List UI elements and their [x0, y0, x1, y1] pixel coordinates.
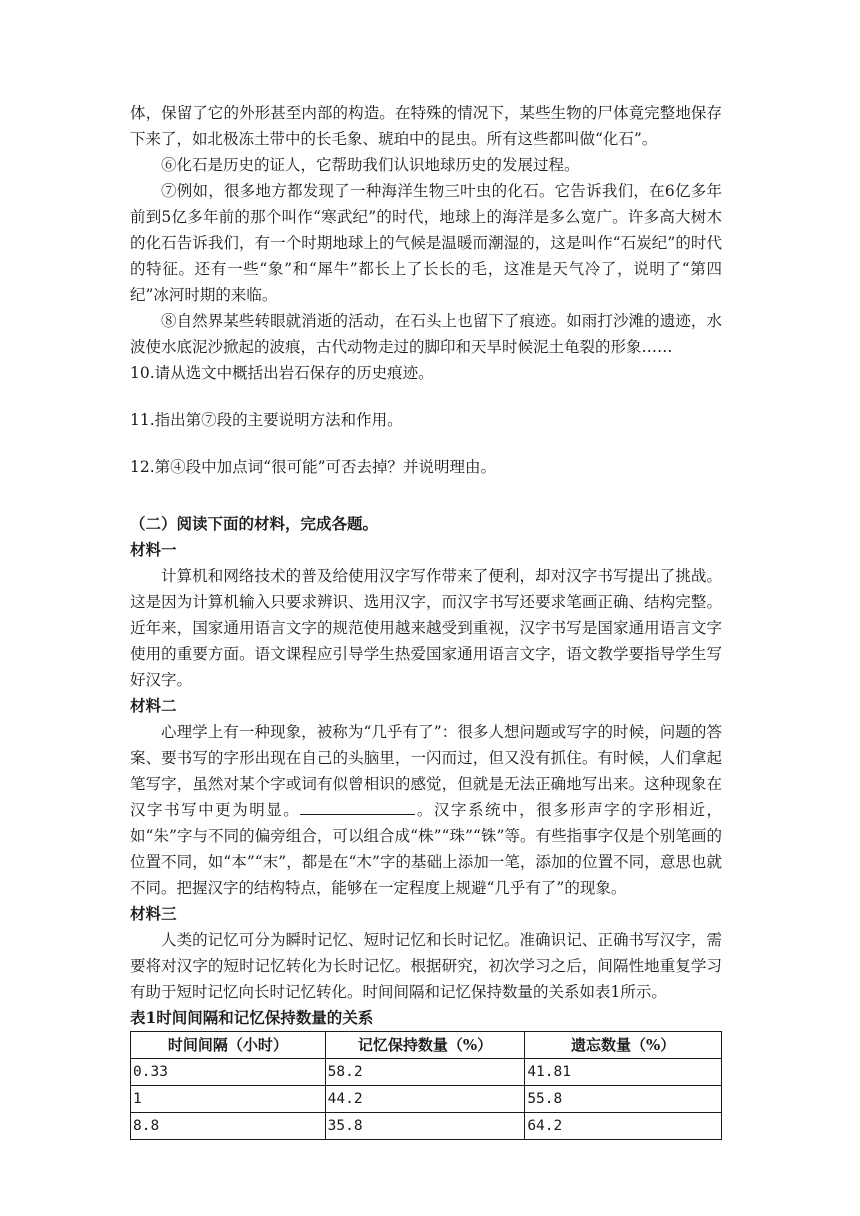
- material-2-text: [130, 719, 722, 901]
- table-header-cell: 遗忘数量（%）: [525, 1032, 722, 1059]
- table-cell: 1: [131, 1086, 326, 1113]
- table-header-cell: 时间间隔（小时）: [131, 1032, 326, 1059]
- fill-in-blank[interactable]: [300, 798, 415, 815]
- question-12: 12.第④段中加点词“很可能”可否去掉？并说明理由。: [130, 458, 496, 476]
- passage-paragraph-8: ⑧自然界某些转眼就消逝的活动，在石头上也留下了痕迹。如雨打沙滩的遗迹，水波使水底泥沙掀起的波痕，古代动物走过的脚印和天旱时候泥土龟裂的形象……: [130, 312, 722, 356]
- passage-paragraph-continued: 体，保留了它的外形甚至内部的构造。在特殊的情况下，某些生物的尸体竟完整地保存下来了，如北极冻土带中的长毛象、琥珀中的昆虫。所有这些都叫做“化石”。: [130, 104, 722, 148]
- passage-paragraph-6: ⑥化石是历史的证人，它帮助我们认识地球历史的发展过程。: [161, 156, 580, 174]
- table-row: [131, 1059, 722, 1086]
- table-cell: 64.2: [525, 1113, 722, 1140]
- material-2-text-part-a: 心理学上有一种现象，被称为“几乎有了”：很多人想问题或写字的时候，问题的答案、要书写的字形出现在自己的头脑里，一闪而过，但又没有抓住。有时候，人们拿起笔写字，虽然对某个字或词有似曾相识的感觉，但就是无法正确地写出来。这种现象在汉字书写中更为明显。: [130, 723, 722, 819]
- answer-space: [130, 433, 722, 454]
- table-header-row: [131, 1032, 722, 1059]
- table-row: [131, 1113, 722, 1140]
- material-3-title: 材料三: [130, 904, 177, 923]
- table-cell: 55.8: [525, 1086, 722, 1113]
- document-page: [130, 100, 722, 1140]
- answer-space: [130, 480, 722, 501]
- table-cell: 35.8: [325, 1113, 525, 1140]
- table-cell: 58.2: [325, 1059, 525, 1086]
- section-heading: （二）阅读下面的材料，完成各题。: [130, 514, 379, 533]
- table-row: [131, 1086, 722, 1113]
- memory-retention-table: [130, 1031, 722, 1140]
- table-cell: 0.33: [131, 1059, 326, 1086]
- material-1-text: 计算机和网络技术的普及给使用汉字写作带来了便利，却对汉字书写提出了挑战。这是因为计算机输入只要求辨识、选用汉字，而汉字书写还要求笔画正确、结构完整。近年来，国家通用语言文字的规范使用越来越受到重视，汉字书写是国家通用语言文字使用的重要方面。语文课程应引导学生热爱国家通用语言文字，语文教学要指导学生写好汉字。: [130, 567, 722, 689]
- table-header-cell: 记忆保持数量（%）: [325, 1032, 525, 1059]
- table-cell: 8.8: [131, 1113, 326, 1140]
- table-cell: 41.81: [525, 1059, 722, 1086]
- material-1-title: 材料一: [130, 540, 177, 559]
- material-2-text-part-b: 。汉字系统中，很多形声字的字形相近，如“朱”字与不同的偏旁组合，可以组合成“株”“珠”“铢”等。有些指事字仅是个别笔画的位置不同，如“本”“末”，都是在“木”字的基础上添加一笔，添加的位置不同，意思也就不同。把握汉字的结构特点，能够在一定程度上规避“几乎有了”的现象。: [130, 801, 722, 897]
- table-cell: 44.2: [325, 1086, 525, 1113]
- material-2-title: 材料二: [130, 696, 177, 715]
- question-10: 10.请从选文中概括出岩石保存的历史痕迹。: [130, 364, 434, 382]
- material-3-text: 人类的记忆可分为瞬时记忆、短时记忆和长时记忆。准确识记、正确书写汉字，需要将对汉字的短时记忆转化为长时记忆。根据研究，初次学习之后，间隔性地重复学习有助于短时记忆向长时记忆转化。时间间隔和记忆保持数量的关系如表1所示。: [130, 931, 722, 1001]
- table-caption: 表1时间间隔和记忆保持数量的关系: [130, 1008, 374, 1027]
- question-11: 11.指出第⑦段的主要说明方法和作用。: [130, 411, 403, 429]
- answer-space: [130, 386, 722, 407]
- passage-paragraph-7: ⑦例如，很多地方都发现了一种海洋生物三叶虫的化石。它告诉我们，在6亿多年前到5亿多年前的那个叫作“寒武纪”的时代，地球上的海洋是多么宽广。许多高大树木的化石告诉我们，有一个时期地球上的气候是温暖而潮湿的，这是叫作“石炭纪”的时代的特征。还有一些“象”和“犀牛”都长上了长长的毛，这准是天气冷了，说明了“第四纪”冰河时期的来临。: [130, 182, 722, 304]
